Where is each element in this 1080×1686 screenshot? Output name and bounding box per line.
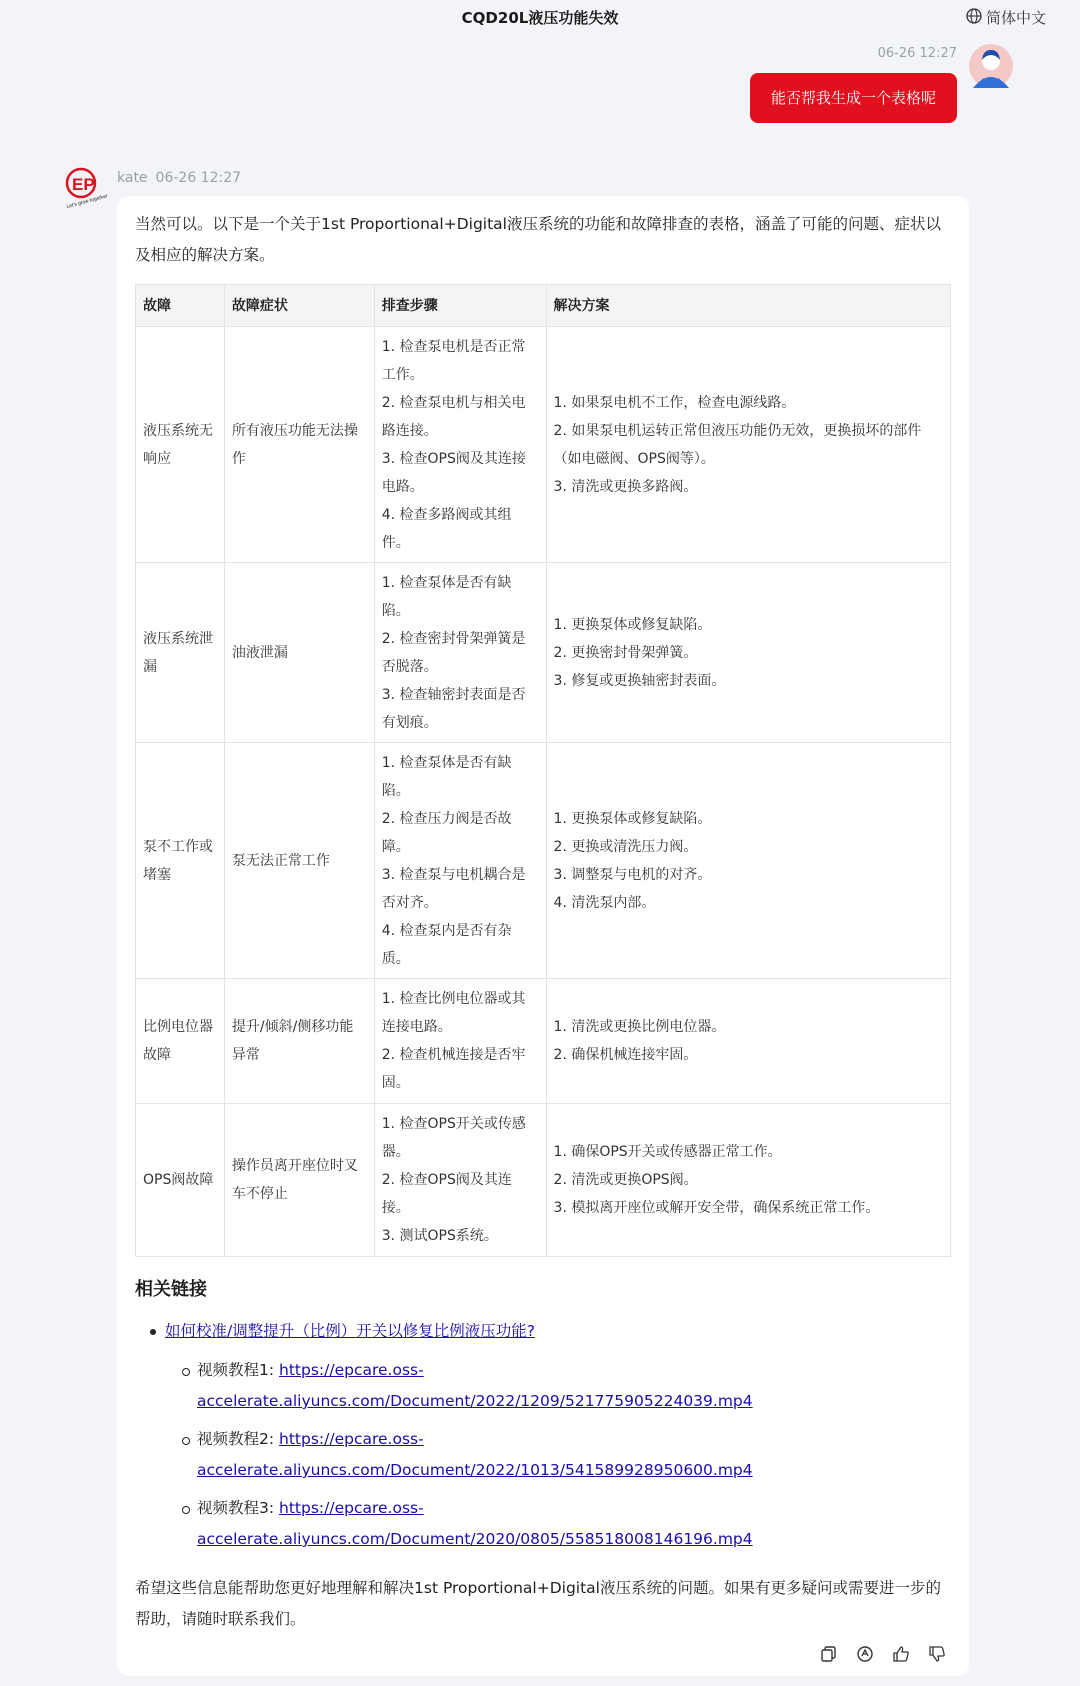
thumbs-down-icon[interactable] xyxy=(928,1645,946,1663)
steps-cell xyxy=(374,743,546,979)
solution-item: 3. 修复或更换轴密封表面。 xyxy=(553,672,726,689)
step-item: 2. 检查OPS阀及其连接。 xyxy=(381,1172,512,1216)
solution-item: 3. 模拟离开座位或解开安全带，确保系统正常工作。 xyxy=(553,1200,880,1216)
table-header-cell: 解决方案 xyxy=(546,285,950,327)
solution-item: 2. 更换密封骨架弹簧。 xyxy=(553,644,698,661)
symptom-cell: 所有液压功能无法操作 xyxy=(224,327,374,563)
solutions-cell xyxy=(546,1104,950,1257)
table-row xyxy=(136,327,951,563)
steps-cell xyxy=(374,327,546,563)
user-message-bubble: 能否帮我生成一个表格呢 xyxy=(750,73,957,123)
related-links-heading: 相关链接 xyxy=(135,1279,207,1300)
list-item xyxy=(135,1424,955,1486)
list-item xyxy=(135,1493,955,1555)
step-item: 1. 检查泵体是否有缺陷。 xyxy=(381,754,512,799)
copy-icon[interactable] xyxy=(820,1645,838,1663)
page-title: CQD20L液压功能失效 xyxy=(461,9,619,27)
related-links-list xyxy=(135,1314,955,1555)
step-item: 2. 检查密封骨架弹簧是否脱落。 xyxy=(381,630,526,675)
bot-message-meta xyxy=(117,170,249,186)
step-item: 2. 检查机械连接是否牢固。 xyxy=(381,1047,526,1091)
solution-item: 4. 清洗泵内部。 xyxy=(553,894,656,911)
solutions-cell xyxy=(546,743,950,979)
solutions-cell xyxy=(546,327,950,563)
steps-cell xyxy=(374,563,546,743)
bot-intro-text: 当然可以。以下是一个关于1st Proportional+Digital液压系统的功能和故障排查的表格，涵盖了可能的问题、症状以及相应的解决方案。 xyxy=(135,215,941,264)
table-header-cell: 排查步骤 xyxy=(374,285,546,327)
solution-item: 1. 清洗或更换比例电位器。 xyxy=(553,1019,726,1035)
language-switcher[interactable] xyxy=(966,7,1046,28)
video-link-3[interactable]: https://epcare.oss-accelerate.aliyuncs.com/Document/2020/0805/558518008146196.mp4 xyxy=(197,1499,753,1548)
video-label: 视频教程1: xyxy=(197,1361,280,1379)
fault-cell: 泵不工作或堵塞 xyxy=(136,743,225,979)
solution-item: 1. 更换泵体或修复缺陷。 xyxy=(553,616,712,633)
ep-logo-icon xyxy=(62,166,109,211)
bot-message-time: 06-26 12:27 xyxy=(155,170,242,186)
symptom-cell: 操作员离开座位时叉车不停止 xyxy=(224,1104,374,1257)
solution-item: 2. 更换或清洗压力阀。 xyxy=(553,838,698,855)
table-row xyxy=(136,563,951,743)
fault-cell: 液压系统泄漏 xyxy=(136,563,225,743)
video-label: 视频教程2: xyxy=(197,1430,280,1448)
table-row xyxy=(136,1104,951,1257)
fault-table xyxy=(135,284,951,1257)
regenerate-icon[interactable] xyxy=(856,1645,874,1663)
table-row xyxy=(136,743,951,979)
solution-item: 2. 如果泵电机运转正常但液压功能仍无效，更换损坏的部件（如电磁阀、OPS阀等）。 xyxy=(553,422,922,467)
step-item: 1. 检查泵电机是否正常工作。 xyxy=(381,338,526,383)
solution-item: 3. 清洗或更换多路阀。 xyxy=(553,478,698,495)
step-item: 1. 检查泵体是否有缺陷。 xyxy=(381,574,512,619)
step-item: 2. 检查压力阀是否故障。 xyxy=(381,810,512,855)
user-message-time: 06-26 12:27 xyxy=(877,46,957,61)
language-label: 简体中文 xyxy=(985,9,1046,27)
table-header-cell: 故障症状 xyxy=(224,285,374,327)
step-item: 3. 检查轴密封表面是否有划痕。 xyxy=(381,686,526,731)
logo-tagline: Let's grow together xyxy=(66,193,109,211)
solution-item: 1. 确保OPS开关或传感器正常工作。 xyxy=(553,1144,782,1160)
bot-outro-text: 希望这些信息能帮助您更好地理解和解决1st Proportional+Digital液压系统的问题。如果有更多疑问或需要进一步的帮助，请随时联系我们。 xyxy=(135,1579,941,1628)
video-label: 视频教程3: xyxy=(197,1499,280,1517)
table-header-cell: 故障 xyxy=(136,285,225,327)
steps-cell xyxy=(374,979,546,1104)
thumbs-up-icon[interactable] xyxy=(892,1645,910,1663)
svg-text:EP: EP xyxy=(72,175,95,194)
bot-author: kate xyxy=(117,170,148,186)
message-actions xyxy=(820,1645,946,1663)
solution-item: 1. 更换泵体或修复缺陷。 xyxy=(553,810,712,827)
step-item: 4. 检查多路阀或其组件。 xyxy=(381,506,512,551)
fault-cell: 液压系统无响应 xyxy=(136,327,225,563)
globe-icon xyxy=(966,8,982,28)
step-item: 2. 检查泵电机与相关电路连接。 xyxy=(381,394,526,439)
top-bar xyxy=(0,0,1080,36)
solution-item: 1. 如果泵电机不工作，检查电源线路。 xyxy=(553,394,796,411)
list-item xyxy=(135,1314,955,1348)
solution-item: 2. 清洗或更换OPS阀。 xyxy=(553,1172,698,1188)
table-row xyxy=(136,979,951,1104)
user-avatar-icon xyxy=(969,44,1013,88)
solutions-cell xyxy=(546,979,950,1104)
step-item: 3. 检查泵与电机耦合是否对齐。 xyxy=(381,866,526,911)
table-header-row xyxy=(136,285,951,327)
fault-cell: 比例电位器故障 xyxy=(136,979,225,1104)
steps-cell xyxy=(374,1104,546,1257)
step-item: 1. 检查OPS开关或传感器。 xyxy=(381,1116,526,1160)
step-item: 1. 检查比例电位器或其连接电路。 xyxy=(381,991,526,1035)
calibration-guide-link[interactable]: 如何校准/调整提升（比例）开关以修复比例液压功能? xyxy=(165,1322,535,1340)
step-item: 3. 检查OPS阀及其连接电路。 xyxy=(381,450,526,495)
solution-item: 2. 确保机械连接牢固。 xyxy=(553,1047,698,1063)
step-item: 4. 检查泵内是否有杂质。 xyxy=(381,922,512,967)
symptom-cell: 油液泄漏 xyxy=(224,563,374,743)
list-item xyxy=(135,1355,955,1417)
fault-cell: OPS阀故障 xyxy=(136,1104,225,1257)
symptom-cell: 泵无法正常工作 xyxy=(224,743,374,979)
video-link-1[interactable]: https://epcare.oss-accelerate.aliyuncs.com/Document/2022/1209/521775905224039.mp4 xyxy=(197,1361,753,1410)
video-link-2[interactable]: https://epcare.oss-accelerate.aliyuncs.com/Document/2022/1013/541589928950600.mp4 xyxy=(197,1430,753,1479)
solution-item: 3. 调整泵与电机的对齐。 xyxy=(553,866,712,883)
step-item: 3. 测试OPS系统。 xyxy=(381,1228,498,1244)
symptom-cell: 提升/倾斜/侧移功能异常 xyxy=(224,979,374,1104)
solutions-cell xyxy=(546,563,950,743)
